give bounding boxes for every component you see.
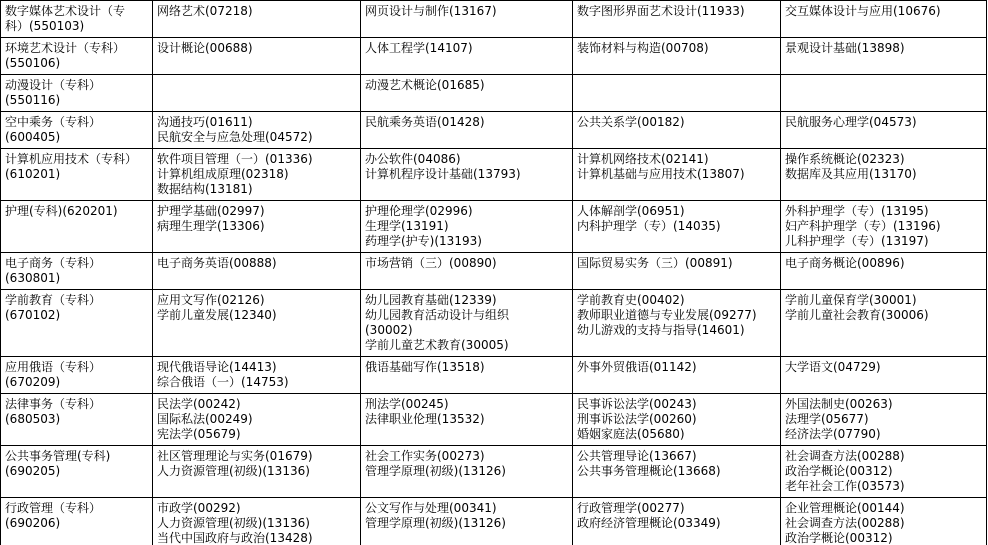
major-line: 科）(550103) <box>5 19 85 33</box>
major-line: 空中乘务（专科） <box>5 115 102 129</box>
course-line: 网页设计与制作(13167) <box>365 4 497 18</box>
course-line: 人力资源管理(初级)(13136) <box>157 516 310 530</box>
table-row <box>1 394 987 446</box>
course-cell <box>573 1 781 38</box>
major-line: (690206) <box>5 516 61 530</box>
course-line: 公共事务管理概论(13668) <box>577 464 721 478</box>
course-cell <box>153 253 361 290</box>
course-line: 幼儿园教育活动设计与组织 <box>365 308 510 322</box>
course-line: 公文写作与处理(00341) <box>365 501 497 515</box>
table-row <box>1 149 987 201</box>
course-line: 社区管理理论与实务(01679) <box>157 449 313 463</box>
course-line: 幼儿游戏的支持与指导(14601) <box>577 323 745 337</box>
course-line: 设计概论(00688) <box>157 41 253 55</box>
major-cell <box>1 201 153 253</box>
course-cell <box>361 394 573 446</box>
course-cell <box>781 498 987 545</box>
course-line: 民航乘务英语(01428) <box>365 115 485 129</box>
major-line: (630801) <box>5 271 61 285</box>
course-cell <box>153 498 361 545</box>
course-line: 民事诉讼法学(00243) <box>577 397 697 411</box>
course-line: 法理学(05677) <box>785 412 869 426</box>
course-line: 俄语基础写作(13518) <box>365 360 485 374</box>
table-row <box>1 112 987 149</box>
course-cell <box>361 498 573 545</box>
course-line: 学前儿童社会教育(30006) <box>785 308 929 322</box>
course-cell <box>153 112 361 149</box>
course-cell <box>361 112 573 149</box>
course-line: 病理生理学(13306) <box>157 219 265 233</box>
course-line: 刑事诉讼法学(00260) <box>577 412 697 426</box>
course-line: 软件项目管理（一）(01336) <box>157 152 313 166</box>
course-line: 交互媒体设计与应用(10676) <box>785 4 941 18</box>
course-line <box>157 78 356 93</box>
course-line: 政治学概论(00312) <box>785 531 893 545</box>
course-cell <box>573 149 781 201</box>
course-line: 人体工程学(14107) <box>365 41 473 55</box>
course-line: 管理学原理(初级)(13126) <box>365 464 506 478</box>
course-cell <box>153 290 361 357</box>
course-line: 护理伦理学(02996) <box>365 204 473 218</box>
major-line: 数字媒体艺术设计（专 <box>5 4 126 18</box>
major-line: (690205) <box>5 464 61 478</box>
major-cell <box>1 38 153 75</box>
course-line: 电子商务概论(00896) <box>785 256 905 270</box>
course-cell <box>153 75 361 112</box>
course-cell <box>781 112 987 149</box>
course-line: 电子商务英语(00888) <box>157 256 277 270</box>
course-line: 国际贸易实务（三）(00891) <box>577 256 733 270</box>
course-line: 现代俄语导论(14413) <box>157 360 277 374</box>
course-cell <box>361 1 573 38</box>
course-line: 数字图形界面艺术设计(11933) <box>577 4 745 18</box>
course-line: 宪法学(05679) <box>157 427 241 441</box>
course-cell <box>573 290 781 357</box>
course-line: 计算机组成原理(02318) <box>157 167 289 181</box>
course-cell <box>781 357 987 394</box>
course-line: 沟通技巧(01611) <box>157 115 253 129</box>
course-cell <box>361 201 573 253</box>
course-line: 幼儿园教育基础(12339) <box>365 293 497 307</box>
table-row <box>1 498 987 545</box>
course-line: 妇产科护理学（专）(13196) <box>785 219 941 233</box>
course-line: 儿科护理学（专）(13197) <box>785 234 929 248</box>
course-line: 动漫艺术概论(01685) <box>365 78 485 92</box>
course-cell <box>573 75 781 112</box>
major-cell <box>1 357 153 394</box>
course-line: 外事外贸俄语(01142) <box>577 360 697 374</box>
major-cell <box>1 149 153 201</box>
course-line: 公共关系学(00182) <box>577 115 685 129</box>
course-line: 政治学概论(00312) <box>785 464 893 478</box>
course-line: 计算机基础与应用技术(13807) <box>577 167 745 181</box>
course-cell <box>361 149 573 201</box>
course-line: 学前教育史(00402) <box>577 293 685 307</box>
major-cell <box>1 75 153 112</box>
major-line: (550116) <box>5 93 61 107</box>
course-line: 民航安全与应急处理(04572) <box>157 130 313 144</box>
major-line: 护理(专科)(620201) <box>5 204 118 218</box>
course-cell <box>153 1 361 38</box>
course-cell <box>153 357 361 394</box>
table-row <box>1 75 987 112</box>
course-line: 数据库及其应用(13170) <box>785 167 917 181</box>
course-line: 生理学(13191) <box>365 219 449 233</box>
course-line: 大学语文(04729) <box>785 360 881 374</box>
course-cell <box>573 112 781 149</box>
course-line: (30002) <box>365 323 413 337</box>
course-cell <box>781 201 987 253</box>
major-line: 应用俄语（专科） <box>5 360 102 374</box>
major-cell <box>1 253 153 290</box>
course-cell <box>781 290 987 357</box>
major-line: (680503) <box>5 412 61 426</box>
major-cell <box>1 498 153 545</box>
major-line: (610201) <box>5 167 61 181</box>
major-cell <box>1 394 153 446</box>
course-cell <box>153 149 361 201</box>
course-table-body <box>1 1 987 545</box>
course-cell <box>781 394 987 446</box>
major-line: 行政管理（专科） <box>5 501 102 515</box>
course-cell <box>781 38 987 75</box>
course-line: 人力资源管理(初级)(13136) <box>157 464 310 478</box>
course-cell <box>361 38 573 75</box>
course-line: 计算机网络技术(02141) <box>577 152 709 166</box>
course-line: 刑法学(00245) <box>365 397 449 411</box>
course-line <box>785 78 982 93</box>
course-line: 景观设计基础(13898) <box>785 41 905 55</box>
course-cell <box>153 394 361 446</box>
course-cell <box>361 446 573 498</box>
course-line: 学前儿童发展(12340) <box>157 308 277 322</box>
major-line: (670102) <box>5 308 61 322</box>
course-line: 外科护理学（专）(13195) <box>785 204 929 218</box>
course-cell <box>361 290 573 357</box>
course-cell <box>573 201 781 253</box>
course-line: 婚姻家庭法(05680) <box>577 427 685 441</box>
course-line: 社会调查方法(00288) <box>785 516 905 530</box>
course-cell <box>361 357 573 394</box>
major-line: 法律事务（专科） <box>5 397 102 411</box>
course-line: 学前儿童艺术教育(30005) <box>365 338 509 352</box>
major-line: (600405) <box>5 130 61 144</box>
course-cell <box>781 253 987 290</box>
course-line: 公共管理导论(13667) <box>577 449 697 463</box>
course-cell <box>573 253 781 290</box>
major-line: 公共事务管理(专科) <box>5 449 111 463</box>
course-cell <box>153 446 361 498</box>
course-line: 企业管理概论(00144) <box>785 501 905 515</box>
major-cell <box>1 290 153 357</box>
course-cell <box>573 357 781 394</box>
course-line: 市政学(00292) <box>157 501 241 515</box>
course-cell <box>361 253 573 290</box>
course-cell <box>573 394 781 446</box>
course-line: 社会调查方法(00288) <box>785 449 905 463</box>
course-line: 人体解剖学(06951) <box>577 204 685 218</box>
course-line: 行政管理学(00277) <box>577 501 685 515</box>
course-cell <box>361 75 573 112</box>
course-cell <box>781 149 987 201</box>
major-cell <box>1 446 153 498</box>
course-line: 教师职业道德与专业发展(09277) <box>577 308 757 322</box>
major-line: (670209) <box>5 375 61 389</box>
major-line: 环境艺术设计（专科） <box>5 41 126 55</box>
major-cell <box>1 1 153 38</box>
course-cell <box>153 38 361 75</box>
course-line: 药理学(护专)(13193) <box>365 234 482 248</box>
course-line: 外国法制史(00263) <box>785 397 893 411</box>
course-line: 管理学原理(初级)(13126) <box>365 516 506 530</box>
course-line: 网络艺术(07218) <box>157 4 253 18</box>
course-line: 老年社会工作(03573) <box>785 479 905 493</box>
course-line: 计算机程序设计基础(13793) <box>365 167 521 181</box>
table-row <box>1 446 987 498</box>
table-row <box>1 357 987 394</box>
major-line: 计算机应用技术（专科） <box>5 152 138 166</box>
course-line: 民航服务心理学(04573) <box>785 115 917 129</box>
course-line: 综合俄语（一）(14753) <box>157 375 289 389</box>
course-cell <box>573 446 781 498</box>
course-line: 政府经济管理概论(03349) <box>577 516 721 530</box>
major-line: 动漫设计（专科） <box>5 78 102 92</box>
course-cell <box>781 446 987 498</box>
course-line: 国际私法(00249) <box>157 412 253 426</box>
course-line: 经济法学(07790) <box>785 427 881 441</box>
course-line: 护理学基础(02997) <box>157 204 265 218</box>
course-line: 当代中国政府与政治(13428) <box>157 531 313 545</box>
course-line: 市场营销（三）(00890) <box>365 256 497 270</box>
course-cell <box>153 201 361 253</box>
course-line: 装饰材料与构造(00708) <box>577 41 709 55</box>
major-line: 电子商务（专科） <box>5 256 102 270</box>
major-cell <box>1 112 153 149</box>
course-line: 社会工作实务(00273) <box>365 449 485 463</box>
course-line: 办公软件(04086) <box>365 152 461 166</box>
course-cell <box>573 498 781 545</box>
course-line: 操作系统概论(02323) <box>785 152 905 166</box>
course-line: 数据结构(13181) <box>157 182 253 196</box>
course-line: 学前儿童保育学(30001) <box>785 293 917 307</box>
course-line: 法律职业伦理(13532) <box>365 412 485 426</box>
course-cell <box>781 1 987 38</box>
course-line: 应用文写作(02126) <box>157 293 265 307</box>
table-row <box>1 290 987 357</box>
course-line: 内科护理学（专）(14035) <box>577 219 721 233</box>
course-cell <box>781 75 987 112</box>
course-cell <box>573 38 781 75</box>
table-row <box>1 253 987 290</box>
major-line: (550106) <box>5 56 61 70</box>
table-row <box>1 201 987 253</box>
course-line: 民法学(00242) <box>157 397 241 411</box>
table-row <box>1 1 987 38</box>
table-row <box>1 38 987 75</box>
major-line: 学前教育（专科） <box>5 293 102 307</box>
course-line <box>577 78 776 93</box>
